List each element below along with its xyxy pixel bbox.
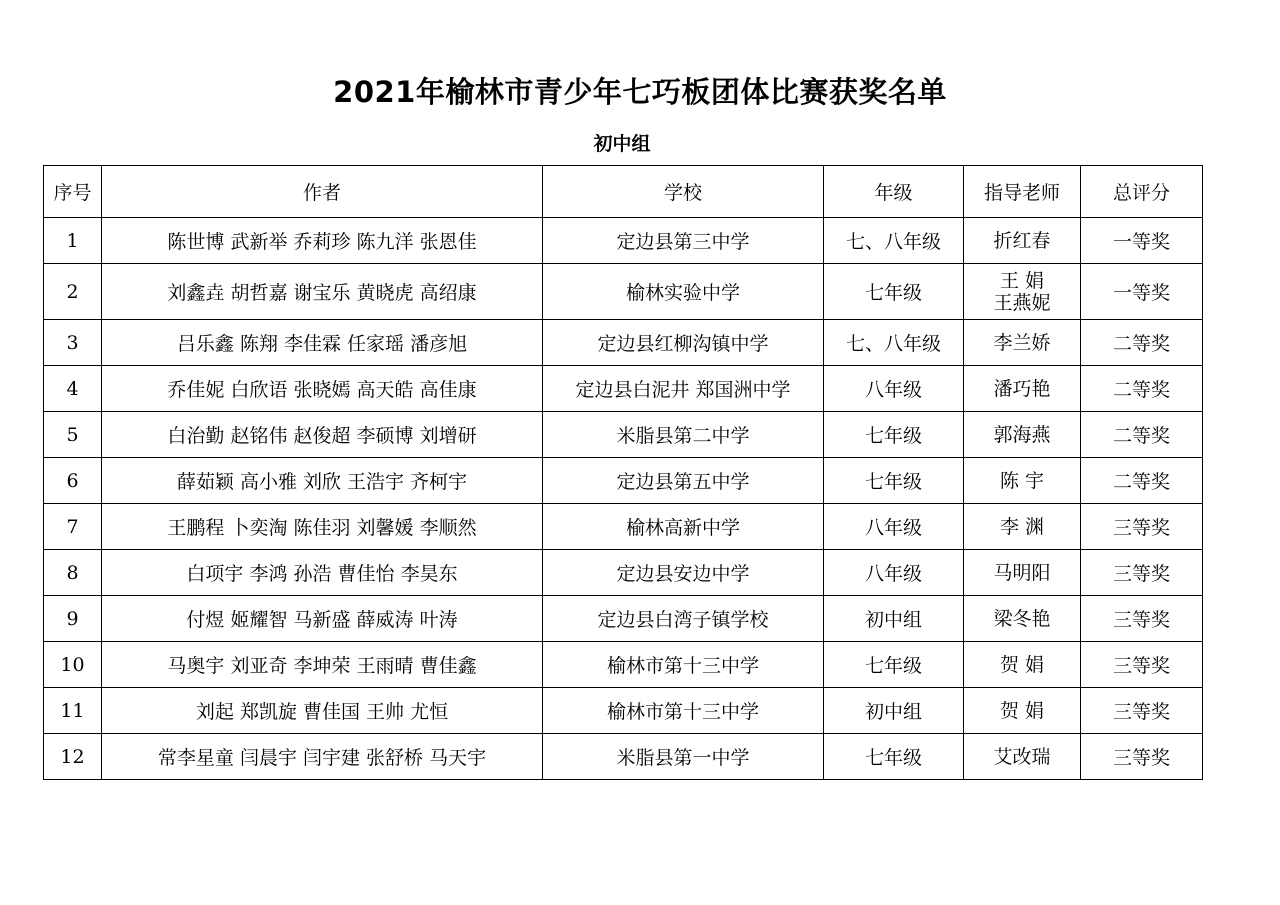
cell-school: 榆林市第十三中学 xyxy=(543,688,824,734)
header-names: 作者 xyxy=(102,166,543,218)
cell-school: 米脂县第二中学 xyxy=(543,412,824,458)
cell-teacher xyxy=(964,218,1081,264)
table-header xyxy=(44,166,1203,218)
cell-award: 二等奖 xyxy=(1081,458,1203,504)
cell-no: 12 xyxy=(44,734,102,780)
cell-no: 6 xyxy=(44,458,102,504)
cell-teacher xyxy=(964,320,1081,366)
cell-teacher xyxy=(964,688,1081,734)
cell-names: 吕乐鑫 陈翔 李佳霖 任家瑶 潘彦旭 xyxy=(102,320,543,366)
table-row xyxy=(44,264,1203,320)
cell-award: 三等奖 xyxy=(1081,642,1203,688)
cell-award: 三等奖 xyxy=(1081,504,1203,550)
table-row xyxy=(44,320,1203,366)
cell-grade: 初中组 xyxy=(824,596,964,642)
cell-no: 8 xyxy=(44,550,102,596)
cell-names: 王鹏程 卜奕淘 陈佳羽 刘馨媛 李顺然 xyxy=(102,504,543,550)
cell-teacher xyxy=(964,458,1081,504)
table-row xyxy=(44,550,1203,596)
cell-names: 刘起 郑凯旋 曹佳国 王帅 尤恒 xyxy=(102,688,543,734)
table-row xyxy=(44,218,1203,264)
teacher-name: 艾改瑞 xyxy=(993,745,1051,768)
teacher-name: 贺 娟 xyxy=(999,653,1045,676)
cell-grade: 七、八年级 xyxy=(824,320,964,366)
cell-award: 三等奖 xyxy=(1081,688,1203,734)
cell-names: 薛茹颖 高小雅 刘欣 王浩宇 齐柯宇 xyxy=(102,458,543,504)
table-row xyxy=(44,504,1203,550)
teacher-name: 马明阳 xyxy=(993,561,1051,584)
cell-no: 10 xyxy=(44,642,102,688)
cell-award: 二等奖 xyxy=(1081,320,1203,366)
cell-award: 二等奖 xyxy=(1081,366,1203,412)
cell-teacher xyxy=(964,366,1081,412)
header-no: 序号 xyxy=(44,166,102,218)
cell-award: 三等奖 xyxy=(1081,550,1203,596)
cell-school: 定边县第五中学 xyxy=(543,458,824,504)
cell-grade: 七、八年级 xyxy=(824,218,964,264)
cell-no: 4 xyxy=(44,366,102,412)
teacher-name: 折红春 xyxy=(993,229,1051,252)
cell-names: 白项宇 李鸿 孙浩 曹佳怡 李昊东 xyxy=(102,550,543,596)
table-row xyxy=(44,596,1203,642)
cell-teacher xyxy=(964,642,1081,688)
cell-no: 2 xyxy=(44,264,102,320)
teacher-name: 李 渊 xyxy=(999,515,1045,538)
teacher-name: 潘巧艳 xyxy=(993,377,1051,400)
cell-teacher xyxy=(964,412,1081,458)
teacher-name: 梁冬艳 xyxy=(993,607,1051,630)
header-award: 总评分 xyxy=(1081,166,1203,218)
header-teacher: 指导老师 xyxy=(964,166,1081,218)
cell-names: 常李星童 闫晨宇 闫宇建 张舒桥 马天宇 xyxy=(102,734,543,780)
cell-names: 刘鑫垚 胡哲嘉 谢宝乐 黄晓虎 高绍康 xyxy=(102,264,543,320)
cell-grade: 七年级 xyxy=(824,642,964,688)
cell-award: 一等奖 xyxy=(1081,264,1203,320)
cell-grade: 七年级 xyxy=(824,734,964,780)
header-school: 学校 xyxy=(543,166,824,218)
cell-grade: 八年级 xyxy=(824,550,964,596)
table-row xyxy=(44,412,1203,458)
cell-school: 定边县红柳沟镇中学 xyxy=(543,320,824,366)
cell-no: 7 xyxy=(44,504,102,550)
cell-no: 5 xyxy=(44,412,102,458)
cell-school: 榆林实验中学 xyxy=(543,264,824,320)
table-row xyxy=(44,734,1203,780)
cell-teacher xyxy=(964,504,1081,550)
cell-grade: 八年级 xyxy=(824,366,964,412)
table-body xyxy=(44,218,1203,780)
cell-grade: 八年级 xyxy=(824,504,964,550)
cell-no: 1 xyxy=(44,218,102,264)
table-row xyxy=(44,642,1203,688)
cell-award: 二等奖 xyxy=(1081,412,1203,458)
document-title: 2021年榆林市青少年七巧板团体比赛获奖名单 xyxy=(333,75,947,109)
cell-grade: 七年级 xyxy=(824,458,964,504)
cell-names: 白治勤 赵铭伟 赵俊超 李硕博 刘增研 xyxy=(102,412,543,458)
cell-grade: 初中组 xyxy=(824,688,964,734)
award-table xyxy=(43,165,1203,780)
cell-names: 乔佳妮 白欣语 张晓嫣 高天皓 高佳康 xyxy=(102,366,543,412)
cell-no: 9 xyxy=(44,596,102,642)
cell-names: 付煜 姬耀智 马新盛 薛威涛 叶涛 xyxy=(102,596,543,642)
cell-grade: 七年级 xyxy=(824,412,964,458)
cell-names: 陈世博 武新举 乔莉珍 陈九洋 张恩佳 xyxy=(102,218,543,264)
teacher-name: 郭海燕 xyxy=(993,423,1051,446)
cell-teacher xyxy=(964,734,1081,780)
cell-school: 定边县安边中学 xyxy=(543,550,824,596)
cell-teacher xyxy=(964,264,1081,320)
cell-no: 3 xyxy=(44,320,102,366)
cell-award: 一等奖 xyxy=(1081,218,1203,264)
teacher-name: 李兰娇 xyxy=(993,331,1051,354)
cell-names: 马奥宇 刘亚奇 李坤荣 王雨晴 曹佳鑫 xyxy=(102,642,543,688)
cell-award: 三等奖 xyxy=(1081,734,1203,780)
cell-school: 榆林市第十三中学 xyxy=(543,642,824,688)
teacher-name: 王 娟 xyxy=(999,269,1045,292)
cell-no: 11 xyxy=(44,688,102,734)
table-row xyxy=(44,458,1203,504)
cell-teacher xyxy=(964,550,1081,596)
cell-school: 定边县白泥井 郑国洲中学 xyxy=(543,366,824,412)
cell-school: 米脂县第一中学 xyxy=(543,734,824,780)
teacher-name: 贺 娟 xyxy=(999,699,1045,722)
cell-award: 三等奖 xyxy=(1081,596,1203,642)
header-grade: 年级 xyxy=(824,166,964,218)
table-row xyxy=(44,688,1203,734)
table-row xyxy=(44,366,1203,412)
cell-grade: 七年级 xyxy=(824,264,964,320)
group-subtitle: 初中组 xyxy=(593,133,651,155)
cell-teacher xyxy=(964,596,1081,642)
header-row xyxy=(44,166,1203,218)
teacher-name: 陈 宇 xyxy=(999,469,1045,492)
teacher-name: 王燕妮 xyxy=(993,291,1051,314)
cell-school: 定边县第三中学 xyxy=(543,218,824,264)
cell-school: 定边县白湾子镇学校 xyxy=(543,596,824,642)
cell-school: 榆林高新中学 xyxy=(543,504,824,550)
